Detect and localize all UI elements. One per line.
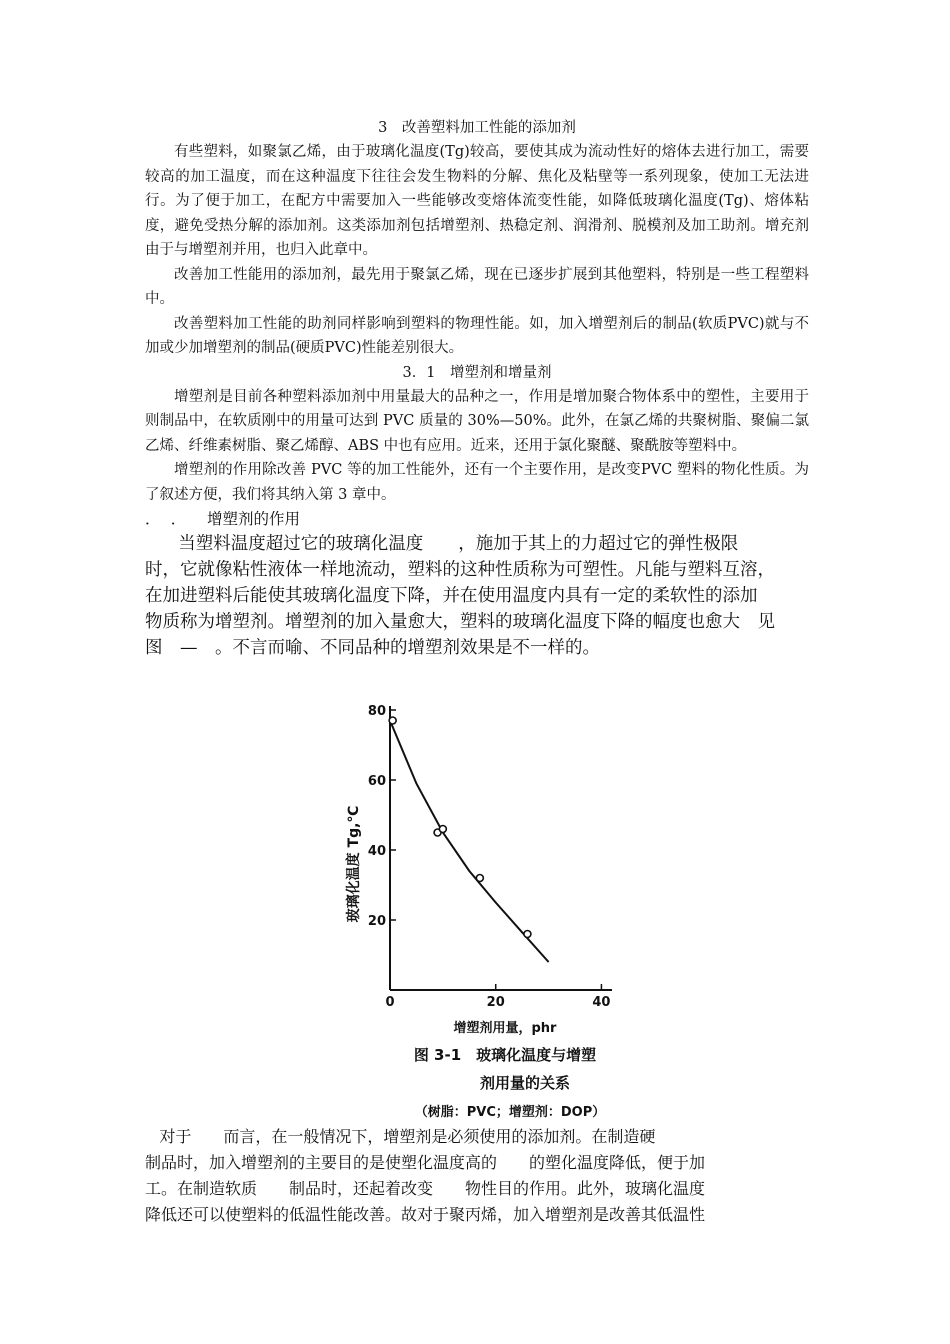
chart-y-tick-label: 60 (367, 774, 386, 789)
chart-data-point (389, 717, 396, 724)
chart-x-tick-label: 0 (385, 995, 395, 1010)
heading-number-dots: ．． (145, 510, 205, 528)
section-title: 3 改善塑料加工性能的添加剂 (378, 120, 576, 136)
subsection-paragraph-2: 增塑剂的作用除改善 PVC 等的加工性能外，还有一个主要作用，是改变PVC 塑料的物化性质。为了叙述方便，我们将其纳入第 3 章中。 (145, 462, 809, 503)
document-body (145, 116, 809, 661)
figure-caption-line-1: 图 3-1 玻璃化温度与增塑 (413, 1046, 597, 1064)
lower-line-1: 对于 而言，在一般情况下，增塑剂是必须使用的添加剂。在制造硬 (159, 1127, 656, 1146)
plasticity-line-2: 时，它就像粘性液体一样地流动，塑料的这种性质称为可塑性。凡能与塑料互溶， (145, 560, 775, 580)
chart-x-axis-label: 增塑剂用量，phr (453, 1021, 557, 1036)
subsection-paragraph-1: 增塑剂是目前各种塑料添加剂中用量最大的品种之一，作用是增加聚合物体系中的塑性，主要用于则制品中，在软质刚中的用量可达到 PVC 质量的 30%—50%。此外，在氯乙烯的共聚树脂、聚偏二氯乙烯、纤维素树脂、聚乙烯醇、ABS 中也有应用。近来，还用于氯化聚醚、聚酰胺等塑料中。 (145, 388, 809, 454)
figure-caption-line-2: 剂用量的关系 (479, 1074, 571, 1092)
lower-line-3: 工。在制造软质 制品时，还起着改变 物性目的作用。此外，玻璃化温度 (145, 1179, 706, 1198)
lower-line-4: 降低还可以使塑料的低温性能改善。故对于聚丙烯，加入增塑剂是改善其低温性 (145, 1205, 706, 1224)
figure-caption-note: （树脂：PVC；增塑剂：DOP） (414, 1105, 606, 1120)
section-paragraph-3: 改善塑料加工性能的助剂同样影响到塑料的物理性能。如，加入增塑剂后的制品(软质PVC)就与不加或少加增塑剂的制品(硬质PVC)性能差别很大。 (145, 315, 809, 356)
chart-x-tick-label: 40 (592, 995, 611, 1010)
lower-line-2: 制品时，加入增塑剂的主要目的是使塑化温度高的 的塑化温度降低，便于加 (145, 1153, 706, 1172)
chart-data-point (439, 826, 446, 833)
chart-data-point (524, 931, 531, 938)
section-paragraph-2: 改善加工性能用的添加剂，最先用于聚氯乙烯，现在已逐步扩展到其他塑料，特别是一些工程塑料中。 (145, 266, 809, 307)
tg-chart (340, 692, 640, 1127)
plasticity-line-3: 在加进塑料后能使其玻璃化温度下降，并在使用温度内具有一定的柔软性的添加 (145, 586, 758, 606)
subsubsection-title: 增塑剂的作用 (207, 510, 301, 528)
subsection-title: 3．1 增塑剂和增量剂 (402, 364, 552, 381)
chart-x-tick-label: 20 (486, 995, 505, 1010)
plasticity-line-4: 物质称为增塑剂。增塑剂的加入量愈大，塑料的玻璃化温度下降的幅度也愈大 见 (145, 612, 775, 632)
plasticity-line-5: 图 — 。不言而喻、不同品种的增塑剂效果是不一样的。 (145, 638, 600, 658)
chart-y-tick-label: 20 (367, 914, 386, 929)
figure-3-1 (340, 692, 640, 1127)
subsubsection-heading (145, 507, 809, 531)
chart-y-tick-label: 80 (367, 704, 386, 719)
chart-data-point (476, 875, 483, 882)
plasticity-line-1: 当塑料温度超过它的玻璃化温度 ，施加于其上的力超过它的弹性极限 (178, 534, 739, 554)
chart-y-axis-label: 玻璃化温度 Tg,℃ (346, 805, 362, 923)
chart-y-tick-label: 40 (367, 844, 386, 859)
chart-fit-curve (390, 721, 549, 963)
lower-text (145, 1124, 809, 1228)
section-paragraph-1: 有些塑料，如聚氯乙烯，由于玻璃化温度(Tg)较高，要使其成为流动性好的熔体去进行加工，需要较高的加工温度，而在这种温度下往往会发生物料的分解、焦化及粘壁等一系列现象，使加工无法进行。为了便于加工，在配方中需要加入一些能够改变熔体流变性能，如降低玻璃化温度(Tg)、熔体粘度，避免受热分解的添加剂。这类添加剂包括增塑剂、热稳定剂、润滑剂、脱模剂及加工助剂。增充剂由于与增塑剂并用，也归入此章中。 (145, 144, 809, 258)
